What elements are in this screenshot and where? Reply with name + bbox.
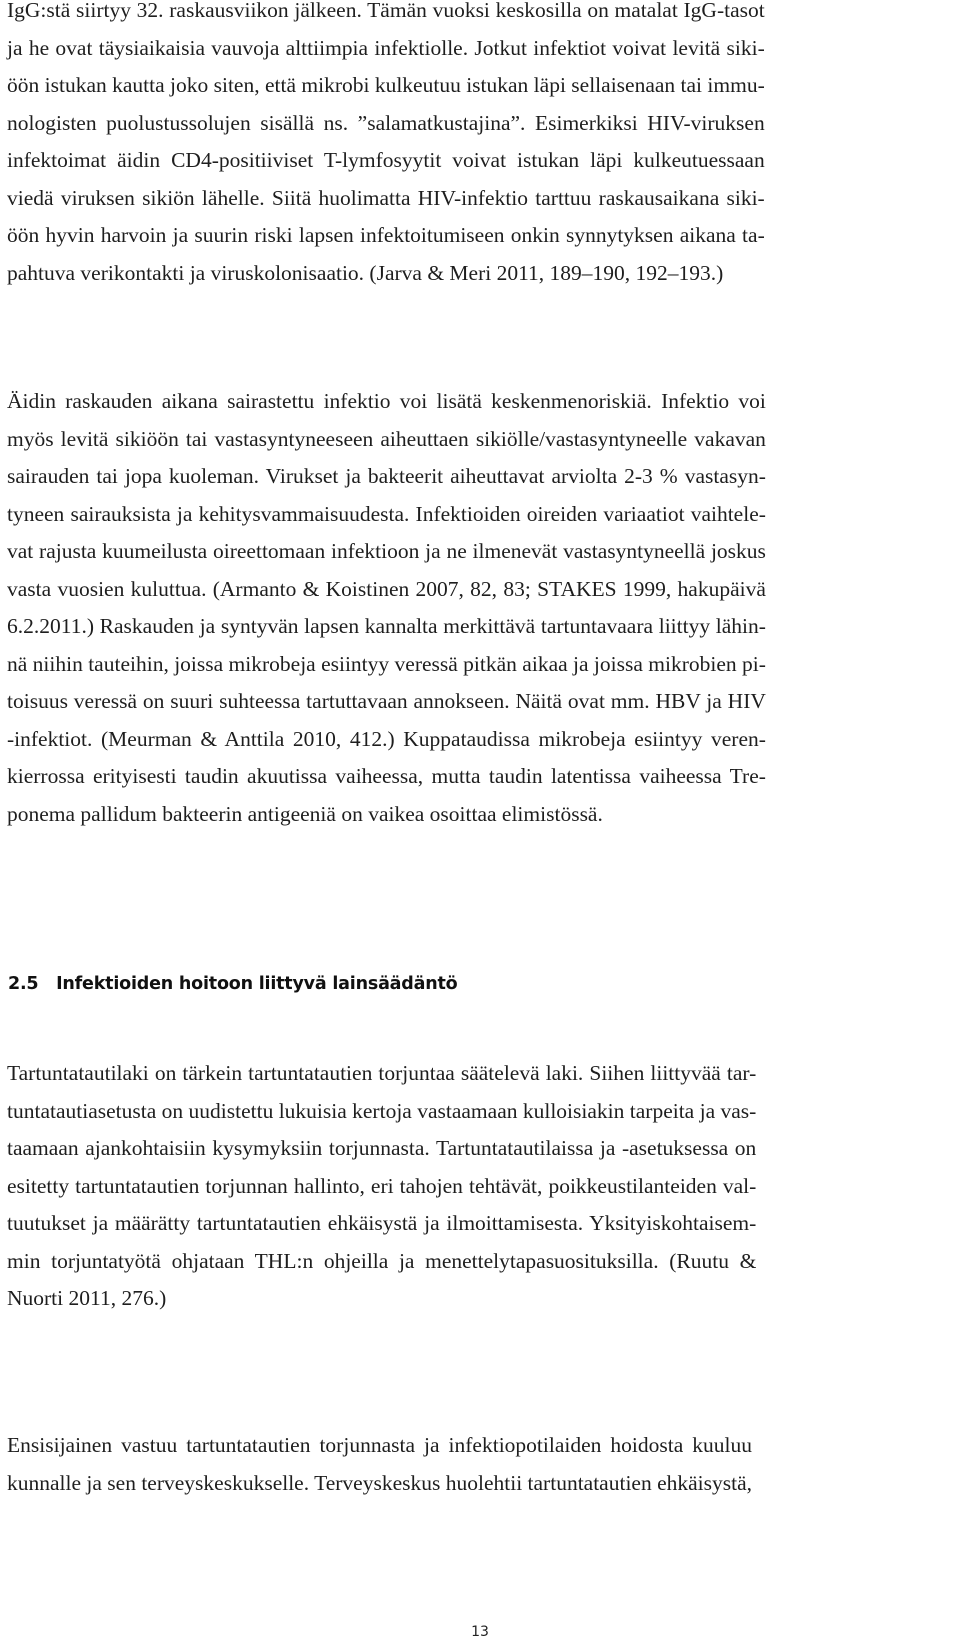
text-line: myös levitä sikiöön tai vastasyntyneeseen aiheuttaen sikiölle/vastasyntyneelle vakavan: [7, 426, 766, 451]
text-line: kierrossa erityisesti taudin akuutissa vaiheessa, mutta taudin latentissa vaiheessa Tre-: [7, 764, 766, 788]
text-line: sairauden tai jopa kuoleman. Virukset ja bakteerit aiheuttavat arviolta 2-3 % vastasyn-: [7, 464, 766, 488]
text-line: öön hyvin harvoin ja suurin riski lapsen infektoitumiseen onkin synnytyksen aikana ta-: [7, 223, 765, 247]
paragraph-municipal-responsibility: [7, 1427, 752, 1502]
text-line: Nuorti 2011, 276.): [7, 1286, 167, 1310]
section-heading: 2.5 Infektioiden hoitoon liittyvä lainsäädäntö: [8, 974, 458, 994]
text-line: -infektiot. (Meurman & Anttila 2010, 412.) Kuppataudissa mikrobeja esiintyy veren-: [7, 726, 766, 751]
text-line: kunnalle ja sen terveyskeskukselle. Terveyskeskus huolehtii tartuntatautien ehkäisystä,: [7, 1470, 753, 1495]
text-line: min torjuntatyötä ohjataan THL:n ohjeilla ja menettelytapasuosituksilla. (Ruutu &: [7, 1248, 757, 1273]
page-number: 13: [471, 1624, 489, 1640]
text-line: vasta vuosien kuluttua. (Armanto & Koistinen 2007, 82, 83; STAKES 1999, hakupäivä: [7, 576, 766, 601]
paragraph-communicable-diseases-act: [7, 1055, 756, 1318]
text-line: IgG:stä siirtyy 32. raskausviikon jälkeen. Tämän vuoksi keskosilla on matalat IgG-tasot: [7, 0, 765, 22]
text-line: pahtuva verikontakti ja viruskolonisaatio. (Jarva & Meri 2011, 189–190, 192–193.): [7, 260, 724, 285]
text-line: Ensisijainen vastuu tartuntatautien torjunnasta ja infektiopotilaiden hoidosta kuuluu: [7, 1433, 753, 1457]
paragraph-fetal-infection: [7, 0, 765, 292]
text-line: nä niihin tauteihin, joissa mikrobeja esiintyy veressä pitkän aikaa ja joissa mikrobien pi-: [7, 651, 766, 676]
text-line: tuntatautiasetusta on uudistettu lukuisia kertoja vastaamaan kulloisiakin tarpeita ja vas-: [7, 1098, 757, 1123]
text-line: öön istukan kautta joko siten, että mikrobi kulkeutuu istukan läpi sellaisenaan tai immu-: [7, 73, 765, 97]
text-line: esitetty tartuntatautien torjunnan hallinto, eri tahojen tehtävät, poikkeustilanteiden val-: [7, 1173, 757, 1198]
paragraph-pregnancy-infection-risk: [7, 383, 766, 833]
text-line: taamaan ajankohtaisiin kysymyksiin torjunnasta. Tartuntatautilaissa ja -asetuksessa on: [7, 1136, 757, 1160]
text-line: Tartuntatautilaki on tärkein tartuntatautien torjuntaa säätelevä laki. Siihen liittyvää tar-: [7, 1061, 757, 1085]
text-line: viedä viruksen sikiön lähelle. Siitä huolimatta HIV-infektio tarttuu raskausaikana siki-: [7, 185, 765, 210]
text-line: infektoimat äidin CD4-positiiviset T-lymfosyytit voivat istukan läpi kulkeutuessaan: [7, 148, 765, 172]
text-line: tuutukset ja määrätty tartuntatautien ehkäisystä ja ilmoittamisesta. Yksityiskohtaisem-: [7, 1211, 757, 1235]
text-line: vat rajusta kuumeilusta oireettomaan infektioon ja ne ilmenevät vastasyntyneellä joskus: [7, 539, 766, 563]
text-line: ja he ovat täysiaikaisia vauvoja alttiimpia infektiolle. Jotkut infektiot voivat levitä siki-: [7, 35, 765, 60]
text-line: 6.2.2011.) Raskauden ja syntyvän lapsen kannalta merkittävä tartuntavaara liittyy lähin-: [7, 614, 766, 638]
text-line: toisuus veressä on suuri suhteessa tartuttavaan annokseen. Näitä ovat mm. HBV ja HIV: [7, 689, 766, 713]
text-line: tyneen sairauksista ja kehitysvammaisuudesta. Infektioiden oireiden variaatiot vaihtele-: [7, 501, 766, 526]
text-line: nologisten puolustussolujen sisällä ns. ”salamatkustajina”. Esimerkiksi HIV-viruksen: [7, 110, 765, 135]
text-line: ponema pallidum bakteerin antigeeniä on vaikea osoittaa elimistössä.: [7, 801, 603, 826]
text-line: Äidin raskauden aikana sairastettu infektio voi lisätä keskenmenoriskiä. Infektio voi: [7, 389, 766, 413]
